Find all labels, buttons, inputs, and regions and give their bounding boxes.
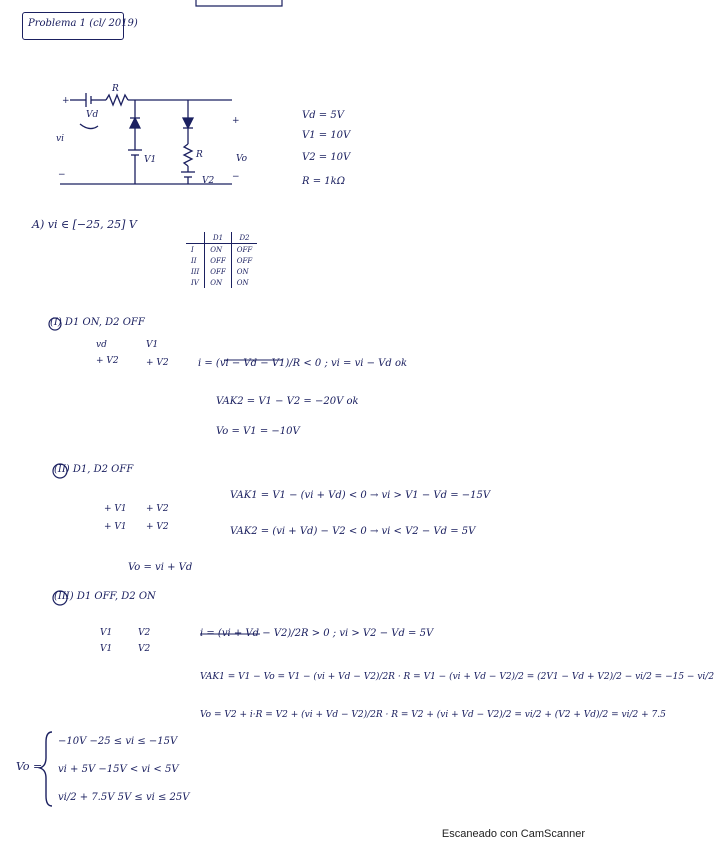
table-cell: I (186, 244, 205, 256)
case3-heading: (III) D1 OFF, D2 ON (54, 591, 156, 602)
case3-small-label: V2 (138, 644, 151, 654)
case1-heading: (I) D1 ON, D2 OFF (50, 317, 145, 328)
label-minus-left: − (58, 170, 66, 180)
case2-eq1: VAK1 = V1 − (vi + Vd) < 0 → vi > V1 − Vd = −15V (230, 490, 491, 501)
label-v1: V1 (144, 155, 157, 165)
diode-state-table (186, 232, 257, 288)
case1-eq3: Vo = V1 = −10V (216, 426, 300, 437)
table-row (186, 255, 257, 266)
case2-heading: (II) D1, D2 OFF (54, 464, 134, 475)
result-case: vi + 5V −15V < vi < 5V (58, 764, 179, 775)
given-vd: Vd = 5V (302, 110, 344, 121)
label-r-branch: R (196, 150, 203, 160)
label-plus-left: + (62, 96, 70, 106)
table-cell: II (186, 255, 205, 266)
table-cell: IV (186, 277, 205, 288)
table-header: D1 (205, 232, 231, 244)
table-cell: ON (236, 267, 249, 276)
table-header (186, 232, 205, 244)
result-label: Vo = (16, 760, 43, 773)
table-cell: ON (205, 277, 231, 288)
result-case: vi/2 + 7.5V 5V ≤ vi ≤ 25V (58, 792, 190, 803)
case1-eq1: i = (vi − Vd − V1)/R < 0 ; vi = vi − Vd ok (198, 358, 408, 369)
case3-small-label: V2 (138, 628, 151, 638)
case3-eq2: VAK1 = V1 − Vo = V1 − (vi + Vd − V2)/2R · R = V1 − (vi + Vd − V2)/2 = (2V1 − Vd + V2)/2 − vi/2 = −15 − vi/2 (200, 672, 714, 682)
label-r-top: R (112, 84, 119, 94)
label-vi: vi (56, 134, 64, 144)
given-v1: V1 = 10V (302, 130, 351, 141)
label-minus-out: − (232, 172, 240, 182)
table-cell: ON (236, 278, 249, 287)
table-row (186, 277, 257, 288)
case3-eq1: i = (vi + Vd − V2)/2R > 0 ; vi > V2 − Vd = 5V (200, 628, 434, 639)
case2-small-label: + V2 (146, 522, 169, 532)
table-cell: OFF (205, 266, 231, 277)
case1-small-label: vd (96, 340, 107, 350)
case3-eq3: Vo = V2 + i·R = V2 + (vi + Vd − V2)/2R · R = V2 + (vi + Vd − V2)/2 = vi/2 + (V2 + Vd)/2 = vi/2 + 7.5 (200, 710, 666, 720)
case1-eq2: VAK2 = V1 − V2 = −20V ok (216, 396, 359, 407)
case2-small-label: + V1 (104, 504, 127, 514)
table-header: D2 (231, 232, 257, 244)
page-title: Problema 1 (cl/ 2019) (28, 18, 138, 29)
case2-eq3: Vo = vi + Vd (128, 562, 193, 573)
case1-small-label: V1 (146, 340, 159, 350)
case1-small-label: + V2 (146, 358, 169, 368)
scanner-watermark: Escaneado con CamScanner (441, 828, 585, 840)
result-case: −10V −25 ≤ vi ≤ −15V (58, 736, 178, 747)
circuit-diagram (60, 93, 232, 184)
label-v2: V2 (202, 176, 215, 186)
table-cell: III (186, 266, 205, 277)
given-v2: V2 = 10V (302, 152, 351, 163)
part-a-heading: A) vi ∈ [−25, 25] V (32, 218, 137, 231)
case3-small-label: V1 (100, 644, 113, 654)
table-row (186, 266, 257, 277)
label-vd: Vd (86, 110, 99, 120)
label-vo: Vo (236, 154, 248, 164)
case2-small-label: + V1 (104, 522, 127, 532)
table-row (186, 244, 257, 256)
table-cell: OFF (205, 255, 231, 266)
case2-eq2: VAK2 = (vi + Vd) − V2 < 0 → vi < V2 − Vd = 5V (230, 526, 476, 537)
table-cell: OFF (236, 245, 253, 254)
label-plus-out: + (232, 116, 240, 126)
case2-small-label: + V2 (146, 504, 169, 514)
table-cell: OFF (236, 256, 253, 265)
case3-small-label: V1 (100, 628, 113, 638)
table-cell: ON (205, 244, 231, 256)
case1-small-label: + V2 (96, 356, 119, 366)
given-r: R = 1kΩ (302, 176, 345, 187)
